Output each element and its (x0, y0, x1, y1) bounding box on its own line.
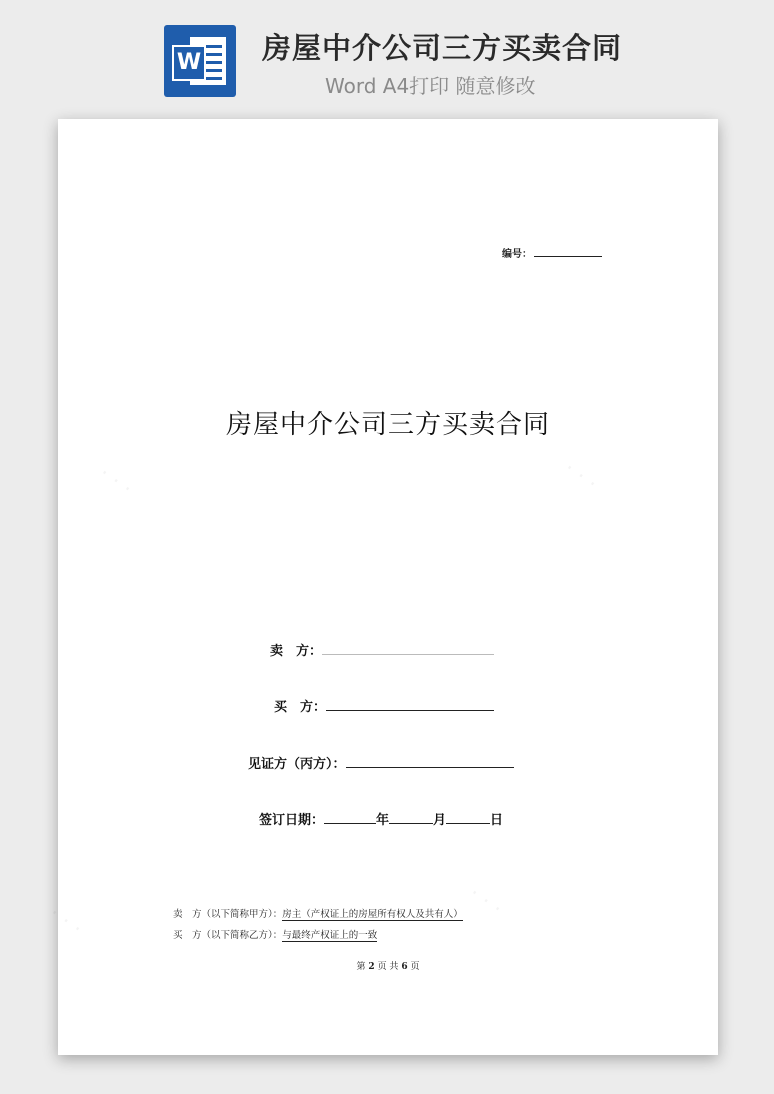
serial-number-field (502, 245, 602, 260)
day-label: 日 (490, 813, 504, 828)
word-icon (164, 25, 236, 97)
seller-note-prefix: 卖 方（以下简称甲方）： (173, 909, 283, 920)
doc-line-graphic (204, 77, 222, 80)
word-letter-badge: W (172, 45, 206, 81)
witness-blank (346, 755, 514, 768)
date-label: 签订日期： (259, 813, 325, 828)
buyer-blank (326, 698, 494, 711)
seller-note (173, 906, 463, 920)
month-blank (389, 811, 433, 824)
seller-field (270, 640, 494, 659)
watermark (44, 901, 87, 942)
watermark (559, 456, 602, 497)
witness-field (248, 753, 514, 772)
witness-label: 见证方（丙方）： (248, 757, 346, 772)
header (0, 0, 774, 110)
sign-date-field (259, 809, 503, 828)
page-number (58, 959, 718, 972)
buyer-note-prefix: 买 方（以下简称乙方）： (173, 930, 283, 941)
seller-label: 卖 方： (270, 644, 323, 659)
month-label: 月 (433, 813, 447, 828)
pager-suffix: 页 (410, 962, 420, 972)
serial-blank (534, 247, 602, 257)
watermark (464, 881, 507, 922)
pager-current: 2 (368, 962, 375, 972)
doc-line-graphic (204, 69, 222, 72)
buyer-note (173, 927, 377, 941)
buyer-label: 买 方： (274, 700, 327, 715)
header-subtitle: Word A4打印 随意修改 (325, 74, 536, 98)
day-blank (446, 811, 490, 824)
seller-blank (322, 642, 494, 655)
doc-line-graphic (204, 45, 222, 48)
doc-line-graphic (204, 61, 222, 64)
watermark (94, 461, 137, 502)
seller-note-value: 房主（产权证上的房屋所有权人及共有人） (282, 909, 463, 920)
header-title: 房屋中介公司三方买卖合同 (262, 31, 623, 65)
buyer-note-value: 与最终产权证上的一致 (282, 930, 378, 941)
doc-line-graphic (204, 53, 222, 56)
pager-prefix: 第 (356, 962, 366, 972)
document-page (58, 119, 718, 1055)
pager-total: 6 (401, 962, 408, 972)
buyer-field (274, 696, 494, 715)
year-blank (324, 811, 376, 824)
serial-label: 编号： (502, 249, 532, 260)
contract-title: 房屋中介公司三方买卖合同 (225, 410, 550, 440)
year-label: 年 (376, 813, 390, 828)
pager-middle: 页 共 (377, 962, 399, 972)
